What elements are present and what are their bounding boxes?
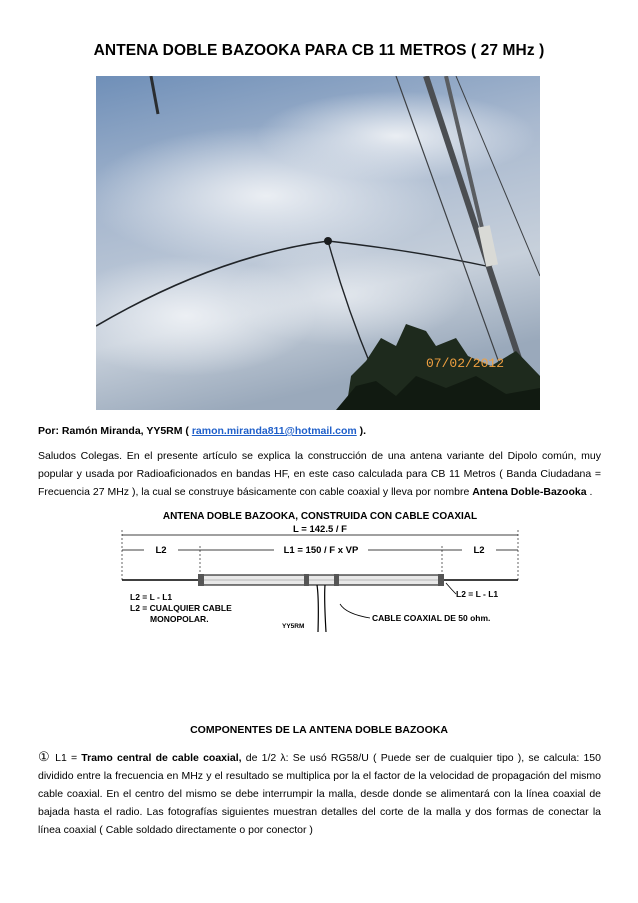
diagram-center-label: L1 = 150 / F x VP: [283, 545, 359, 556]
photo-timestamp: 07/02/2012: [426, 356, 505, 371]
antenna-photo: [96, 76, 540, 410]
diagram-title: ANTENA DOBLE BAZOOKA, CONSTRUIDA CON CABLE COAXIAL: [162, 511, 478, 522]
antenna-name: Antena Doble-Bazooka: [472, 486, 587, 498]
antenna-diagram: [114, 508, 526, 632]
author-email-link[interactable]: ramon.miranda811@hotmail.com: [191, 425, 357, 437]
diagram-callsign: YY5RM: [282, 623, 305, 630]
diagram-note-left-2: L2 = CUALQUIER CABLE: [130, 603, 232, 613]
component-1-title: Tramo central de cable coaxial,: [81, 752, 242, 764]
diagram-total-label: L = 142.5 / F: [293, 524, 347, 535]
component-1-paragraph: ① L1 = Tramo central de cable coaxial, de 1/2 λ: Se usó RG58/U ( Puede ser de cualquier tipo ), se calcula: 150 dividido entre la frecuencia en MHz y el resultado se multiplica por la el factor de la velocidad de propagación del mismo cable coaxial. En el centro del mismo se debe interrumpir la malla, desde donde se alimentará con la línea coaxial de bajada hasta el radio. Las fotografías siguientes muestran detalles del corte de la malla y dos formas de conectar la línea coaxial ( Cable soldado directamente o por conector ): [38, 749, 601, 836]
diagram-note-right: L2 = L - L1: [456, 589, 499, 599]
diagram-note-left-1: L2 = L - L1: [130, 592, 173, 602]
diagram-right-l2: L2: [473, 545, 485, 556]
section-title: COMPONENTES DE LA ANTENA DOBLE BAZOOKA: [190, 724, 448, 736]
author-line: Por: Ramón Miranda, YY5RM ( ramon.miranda811@hotmail.com ).: [38, 425, 367, 437]
intro-paragraph: Saludos Colegas. En el presente artículo se explica la construcción de una antena variante del Dipolo común, muy popular y usada por Radioaficionados en bandas HF, en este caso calculada para CB 11 Metros ( Banda Ciudadana = Frecuencia 27 MHz ), la cual se construye básicamente con cable coaxial y lleva por nombre Antena Doble-Bazooka .: [38, 450, 601, 498]
diagram-note-left-3: MONOPOLAR.: [150, 614, 209, 624]
document-title: ANTENA DOBLE BAZOOKA PARA CB 11 METROS ( 27 MHz ): [93, 42, 545, 59]
diagram-coax-label: CABLE COAXIAL DE 50 ohm.: [372, 613, 491, 623]
diagram-left-l2: L2: [155, 545, 167, 556]
component-number: ①: [38, 749, 51, 764]
